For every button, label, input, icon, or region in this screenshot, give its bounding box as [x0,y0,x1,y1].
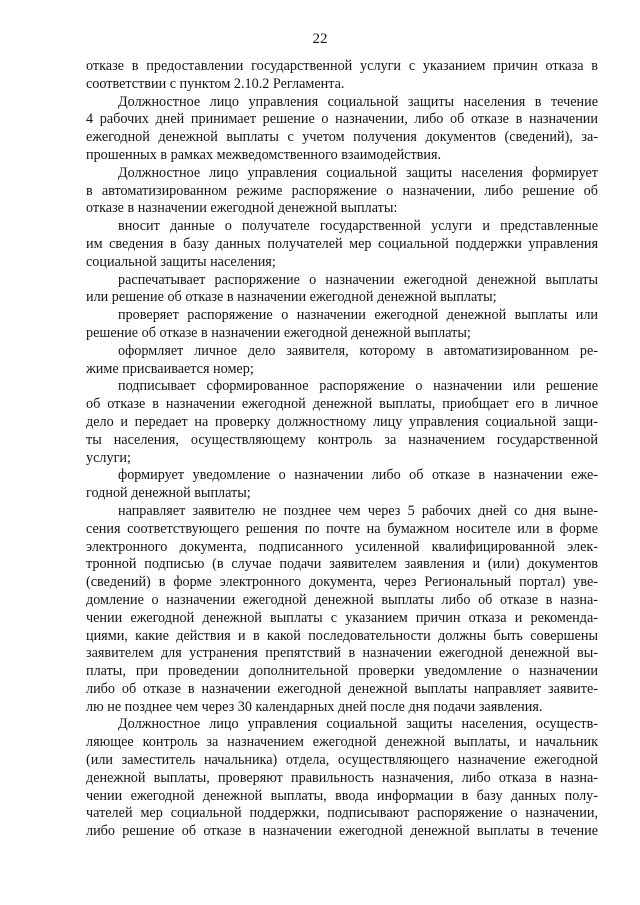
text-line: либо об отказе в назначении ежегодной денежной выплаты направляет заявите- [86,680,598,697]
text-line: тронной подписью (в случае подачи заявителем заявления и (или) документов [86,556,598,573]
text-line: прошенных в рамках межведомственного взаимодействия. [86,146,442,163]
text-line: проверяет распоряжение о назначении ежегодной денежной выплаты или [118,307,598,324]
text-line: жиме присваивается номер; [86,360,254,377]
text-line: формирует уведомление о назначении либо об отказе в назначении еже- [118,467,598,484]
text-line: или решение об отказе в назначении ежегодной денежной выплаты; [86,289,497,306]
text-line: сения соответствующего решения по почте на бумажном носителе или в форме [86,520,598,537]
text-line: ляющее контроль за назначением ежегодной денежной выплаты, и начальник [86,734,598,751]
text-line: платы, при проведении дополнительной проверки уведомление о назначении [86,663,598,680]
text-line: отказе в назначении ежегодной денежной выплаты: [86,200,398,217]
text-line: подписывает сформированное распоряжение о назначении или решение [118,378,598,395]
text-line: решение об отказе в назначении ежегодной денежной выплаты; [86,324,471,341]
text-line: циями, какие действия и в какой последовательности должны быть совершены [86,627,598,644]
text-line: лю не позднее чем через 30 календарных дней после дня подачи заявления. [86,698,543,715]
text-line: Должностное лицо управления социальной защиты населения, осуществ- [118,716,598,733]
text-line: в автоматизированном режиме распоряжение о назначении, либо решение об [86,182,598,199]
text-line: домление о назначении ежегодной денежной выплаты либо об отказе в назна- [86,591,598,608]
page-number: 22 [312,31,328,47]
text-line: отказе в предоставлении государственной услуги с указанием причин отказа в [86,58,598,74]
text-line: дело и передает на проверку должностному лицу управления социальной защи- [86,413,598,430]
text-line: годной денежной выплаты; [86,485,251,502]
text-line: чении ежегодной денежной выплаты, ввода информации в базу данных полу- [86,787,598,804]
text-line: направляет заявителю не позднее чем через 5 рабочих дней со дня выне- [118,502,598,519]
text-line: Должностное лицо управления социальной защиты населения формирует [118,164,598,181]
text-line: (сведений) в форме электронного документа, через Региональный портал) уве- [86,574,598,591]
text-line: им сведения в базу данных получателей мер социальной поддержки управления [86,235,598,252]
text-line: чении ежегодной денежной выплаты с указанием причин отказа и рекоменда- [86,609,598,626]
text-line: социальной защиты населения; [86,253,276,270]
text-line: чателей мер социальной поддержки, подписывают распоряжение о назначении, [86,805,598,822]
text-line: соответствии с пунктом 2.10.2 Регламента. [86,75,345,92]
text-line: вносит данные о получателе государственной услуги и представленные [118,218,598,235]
text-line: ты населения, осуществляющему контроль за назначением государственной [86,431,598,448]
text-line: либо решение об отказе в назначении ежегодной денежной выплаты в течение [86,823,598,840]
text-line: об отказе в назначении ежегодной денежной выплаты, приобщает его в личное [86,396,598,413]
text-line: Должностное лицо управления социальной защиты населения в течение [118,93,598,110]
document-body [86,58,598,841]
text-line: заявителем для устранения препятствий в назначении ежегодной денежной вы- [86,645,598,662]
text-line: (или заместитель начальника) отдела, осуществляющего назначение ежегодной [86,752,598,769]
text-line: услуги; [86,449,131,466]
text-line: электронного документа, подписанного усиленной квалифицированной элек- [86,538,598,555]
text-line: ежегодной денежной выплаты с учетом получения документов (сведений), за- [86,129,598,146]
text-line: денежной выплаты, проверяют правильность назначения, либо отказа в назна- [86,769,598,786]
text-line: распечатывает распоряжение о назначении ежегодной денежной выплаты [118,271,598,288]
text-line: оформляет личное дело заявителя, которому в автоматизированном ре- [118,342,598,359]
text-line: 4 рабочих дней принимает решение о назначении, либо об отказе в назначении [86,111,598,128]
